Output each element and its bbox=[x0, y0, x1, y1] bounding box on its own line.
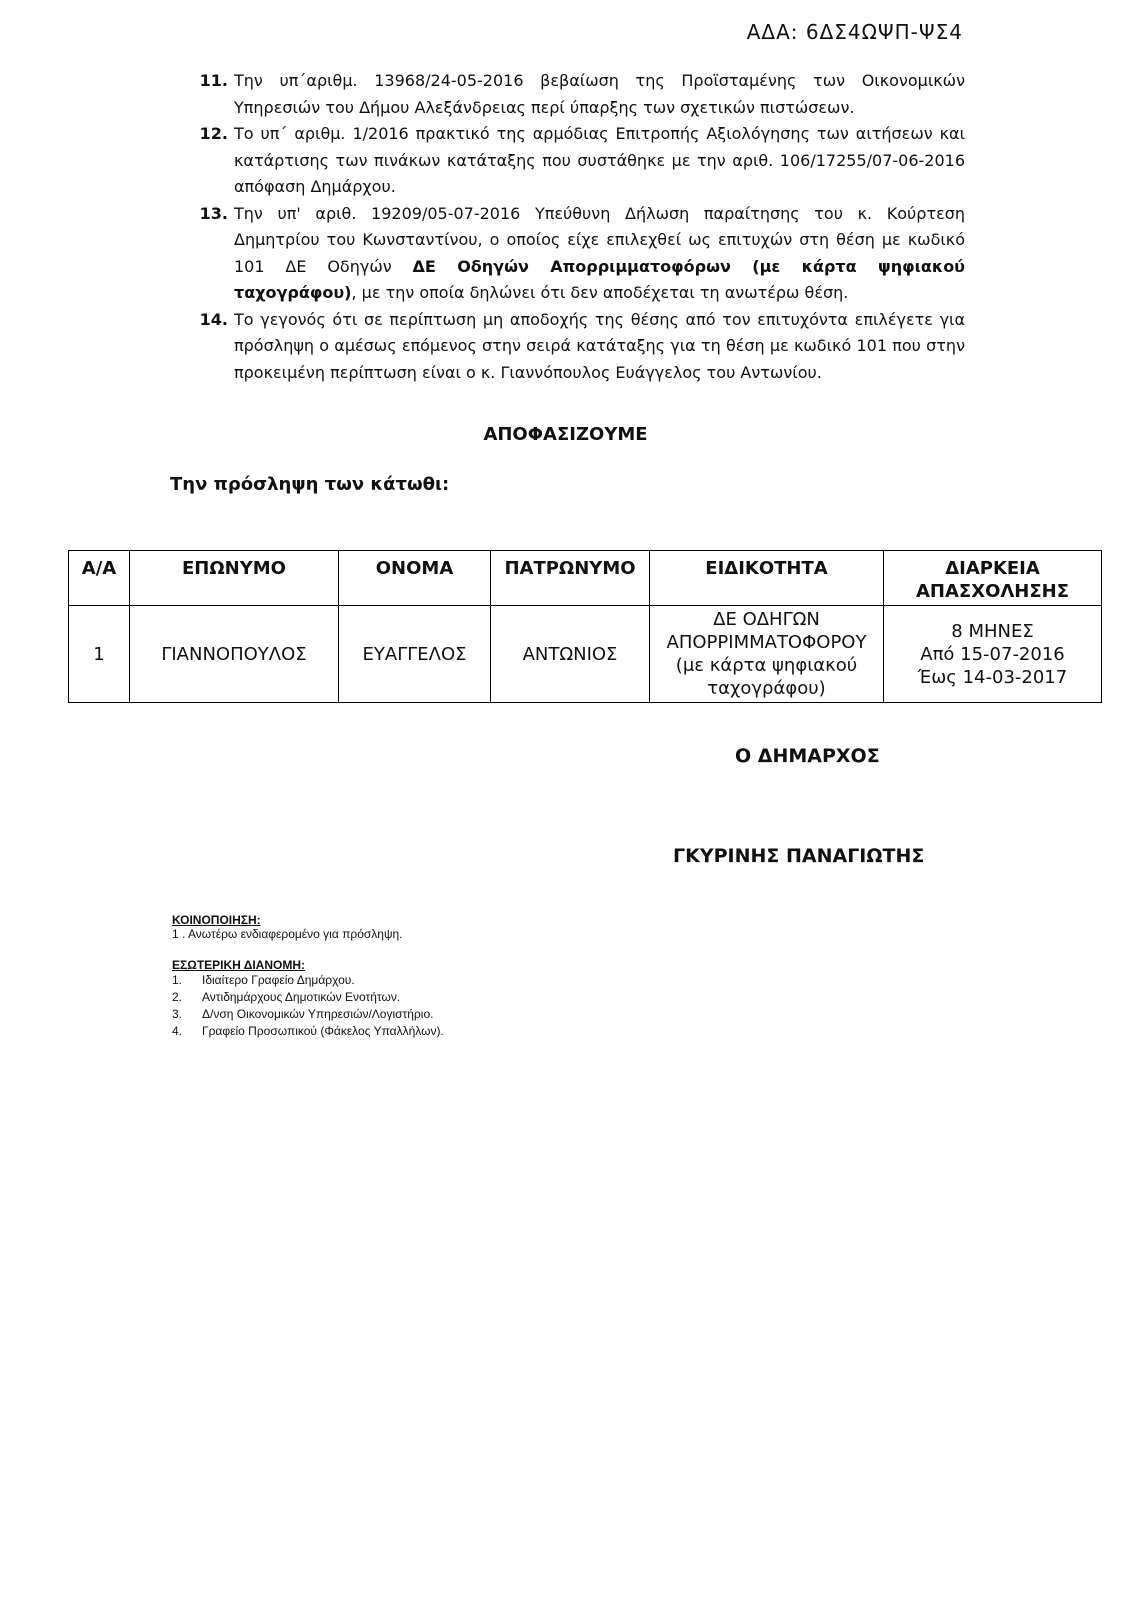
item-text: Την υπ΄αριθμ. 13968/24-05-2016 βεβαίωση της Προϊσταμένης των Οικονομικών Υπηρεσιών του Δήμου Αλεξάνδρειας περί ύπαρξης των σχετικών πιστώσεων. bbox=[234, 71, 965, 117]
list-item bbox=[172, 1023, 444, 1040]
hire-subheading: Την πρόσληψη των κάτωθι: bbox=[170, 474, 450, 495]
distribution-heading: ΕΣΩΤΕΡΙΚΗ ΔΙΑΝΟΜΗ: bbox=[172, 958, 306, 972]
specialty-line: ταχογράφου) bbox=[707, 678, 826, 699]
dist-text: Αντιδημάρχους Δημοτικών Ενοτήτων. bbox=[202, 990, 401, 1004]
dist-num: 2. bbox=[172, 990, 183, 1004]
specialty-line: ΑΠΟΡΡΙΜΜΑΤΟΦΟΡΟΥ bbox=[666, 632, 867, 653]
list-item bbox=[199, 68, 965, 121]
decision-heading-text: ΑΠΟΦΑΣΙΖΟΥΜΕ bbox=[483, 424, 648, 445]
considerations-list bbox=[199, 68, 965, 386]
item-number: 12. bbox=[199, 124, 228, 143]
dist-num: 3. bbox=[172, 1007, 183, 1021]
list-item bbox=[199, 201, 965, 307]
item-text-bold: ΔΕ Οδηγών Απορριμματοφόρων (με κάρτα ψηφιακού ταχογράφου) bbox=[234, 256, 965, 302]
col-surname: ΕΠΩΝΥΜΟ bbox=[130, 551, 339, 606]
specialty-line: ΔΕ ΟΔΗΓΩΝ bbox=[713, 609, 820, 630]
ada-code: ΑΔΑ: 6ΔΣ4ΩΨΠ-ΨΣ4 bbox=[746, 20, 963, 44]
notification-line: 1 . Ανωτέρω ενδιαφερομένο για πρόσληψη. bbox=[172, 927, 403, 941]
cell-duration bbox=[884, 606, 1102, 703]
table-row bbox=[69, 606, 1102, 703]
dist-text: Δ/νση Οικονομικών Υπηρεσιών/Λογιστήριο. bbox=[202, 1007, 434, 1021]
dist-num: 4. bbox=[172, 1024, 183, 1038]
cell-specialty bbox=[650, 606, 884, 703]
list-item bbox=[172, 989, 444, 1006]
item-text: Το γεγονός ότι σε περίπτωση μη αποδοχής της θέσης από τον επιτυχόντα επιλέγετε για πρόσληψη ο αμέσως επόμενος στην σειρά κατάταξης για τη θέση με κωδικό 101 που στην προκειμένη περίπτωση είναι ο κ. Γιαννόπουλος Ευάγγελος του Αντωνίου. bbox=[234, 309, 965, 382]
item-number: 14. bbox=[199, 309, 228, 329]
notification-block bbox=[172, 913, 403, 941]
cell-surname: ΓΙΑΝΝΟΠΟΥΛΟΣ bbox=[130, 606, 339, 703]
duration-line: 8 ΜΗΝΕΣ bbox=[951, 620, 1034, 642]
distribution-list bbox=[172, 972, 444, 1040]
col-duration: ΔΙΑΡΚΕΙΑ ΑΠΑΣΧΟΛΗΣΗΣ bbox=[884, 551, 1102, 606]
cell-name: ΕΥΑΓΓΕΛΟΣ bbox=[339, 606, 491, 703]
col-patronymic: ΠΑΤΡΩΝΥΜΟ bbox=[491, 551, 650, 606]
col-aa: Α/Α bbox=[69, 551, 130, 606]
col-specialty: ΕΙΔΙΚΟΤΗΤΑ bbox=[650, 551, 884, 606]
list-item bbox=[199, 121, 965, 201]
item-text-after: , με την οποία δηλώνει ότι δεν αποδέχεται τη ανωτέρω θέση. bbox=[351, 283, 849, 302]
mayor-title: Ο ΔΗΜΑΡΧΟΣ bbox=[735, 745, 880, 767]
item-text bbox=[234, 201, 965, 307]
hire-table bbox=[68, 550, 1102, 703]
notification-heading: ΚΟΙΝΟΠΟΙΗΣΗ: bbox=[172, 913, 261, 927]
decision-heading bbox=[0, 424, 1131, 445]
dist-text: Ιδιαίτερο Γραφείο Δημάρχου. bbox=[202, 973, 355, 987]
internal-distribution-block bbox=[172, 958, 444, 1040]
item-number: 13. bbox=[199, 203, 228, 223]
dist-text: Γραφείο Προσωπικού (Φάκελος Υπαλλήλων). bbox=[202, 1024, 444, 1038]
item-text-before: Την υπ' αριθ. 19209/05-07-2016 Υπεύθυνη Δήλωση παραίτησης του κ. Κούρτεση Δημητρίου του Κωνσταντίνου, ο οποίος είχε επιλεχθεί ως επιτυχών στη θέση με κωδικό 101 ΔΕ Οδηγών bbox=[234, 203, 965, 276]
item-number: 11. bbox=[199, 71, 228, 90]
list-item bbox=[199, 307, 965, 387]
cell-patronymic: ΑΝΤΩΝΙΟΣ bbox=[491, 606, 650, 703]
item-text: Το υπ΄ αριθμ. 1/2016 πρακτικό της αρμόδιας Επιτροπής Αξιολόγησης των αιτήσεων και κατάρτισης των πινάκων κατάταξης που συστάθηκε με την αριθ. 106/17255/07-06-2016 απόφαση Δημάρχου. bbox=[234, 124, 965, 196]
specialty-line: (με κάρτα ψηφιακού bbox=[675, 655, 858, 676]
dist-num: 1. bbox=[172, 973, 183, 987]
list-item bbox=[172, 972, 444, 989]
list-item bbox=[172, 1006, 444, 1023]
table-header-row bbox=[69, 551, 1102, 606]
mayor-name: ΓΚΥΡΙΝΗΣ ΠΑΝΑΓΙΩΤΗΣ bbox=[673, 845, 925, 867]
duration-line: Έως 14-03-2017 bbox=[917, 666, 1068, 688]
duration-line: Από 15-07-2016 bbox=[920, 643, 1065, 665]
cell-aa: 1 bbox=[69, 606, 130, 703]
col-name: ΟΝΟΜΑ bbox=[339, 551, 491, 606]
